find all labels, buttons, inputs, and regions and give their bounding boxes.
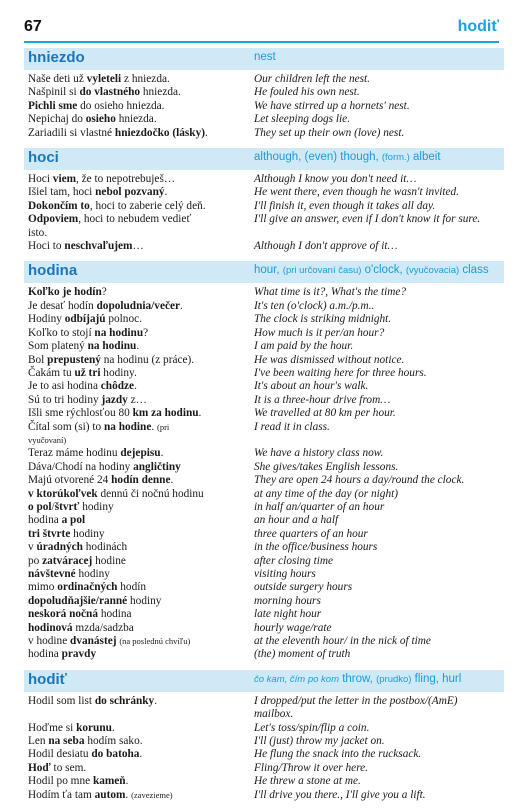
english-translation: at any time of the day (or night) — [254, 487, 399, 500]
example-row — [24, 354, 504, 367]
english-translation: morning hours — [254, 594, 321, 607]
gloss — [254, 673, 461, 685]
english-translation: We travelled at 80 km per hour. — [254, 407, 396, 420]
text: Koľko to stojí — [28, 326, 95, 339]
slovak-example — [24, 86, 254, 99]
text: Naše deti už — [28, 73, 87, 85]
bold-text: úradných — [36, 541, 83, 554]
slovak-example — [24, 555, 254, 568]
headword: hoci — [28, 149, 59, 167]
english-translation: We have stirred up a hornets' nest. — [254, 99, 410, 112]
slovak-example — [24, 380, 254, 393]
bold-text: dopoludňajšie/ranné — [28, 594, 128, 607]
bold-text: Odpoviem — [28, 213, 79, 226]
text: hodím sako. — [84, 735, 143, 748]
english-translation: He threw a stone at me. — [254, 775, 361, 788]
dictionary-entry — [24, 48, 504, 140]
text: class — [459, 264, 489, 277]
text: hodiny — [75, 568, 110, 580]
text: Čítal som (si) to — [28, 420, 104, 433]
example-row — [24, 227, 504, 240]
bold-text: tri štvrte — [28, 527, 71, 540]
bold-text: do schránky — [94, 694, 155, 707]
bold-text: o pol — [28, 500, 52, 513]
english-translation: It's about an hour's walk. — [254, 380, 369, 393]
text: Majú otvorené 24 — [28, 474, 112, 487]
bold-text: pravdy — [61, 648, 97, 661]
text: o'clock, — [361, 264, 406, 277]
english-translation: (the) moment of truth — [254, 648, 351, 661]
example-row — [24, 735, 504, 748]
gloss — [254, 264, 489, 276]
slovak-example — [24, 461, 254, 474]
english-translation: What time is it?, What's the time? — [254, 286, 407, 299]
usage-note: (pri určovaní času) — [282, 265, 362, 277]
text: . — [125, 788, 132, 801]
dictionary-entries — [24, 48, 504, 810]
example-row — [24, 73, 504, 86]
bold-text: dvanástej — [70, 635, 117, 648]
english-translation: I'll give an answer, even if I don't know it for sure. — [254, 213, 481, 226]
slovak-example — [24, 127, 254, 140]
text: . — [164, 186, 168, 199]
text: Sú to tri hodiny — [28, 393, 102, 406]
entry-head — [24, 670, 504, 692]
english-translation: I read it in class. — [254, 420, 330, 433]
english-translation: They set up their own (love) nest. — [254, 126, 405, 139]
page-number: 67 — [24, 18, 42, 35]
slovak-example — [24, 488, 254, 501]
dictionary-entry — [24, 148, 504, 253]
text: . — [198, 407, 202, 420]
text: Hoci — [28, 173, 53, 186]
english-translation: They are open 24 hours a day/round the clock. — [254, 474, 465, 487]
slovak-example — [24, 541, 254, 554]
bold-text: už tri — [74, 366, 101, 379]
english-translation: Although I know you don't need it… — [254, 173, 417, 186]
bold-text: hniezdočko (lásky) — [114, 126, 205, 139]
english-translation: She gives/takes English lessons. — [254, 460, 399, 473]
text: , hoci to zaberie celý deň. — [89, 199, 206, 212]
text: po — [28, 554, 43, 567]
text: Nepichaj do — [28, 113, 86, 126]
slovak-example — [24, 340, 254, 353]
english-translation: Let sleeping dogs lie. — [254, 113, 351, 126]
english-translation: at the eleventh hour/ in the nick of time — [254, 635, 431, 648]
header-divider — [24, 41, 499, 43]
slovak-example — [24, 595, 254, 608]
english-translation: mailbox. — [254, 708, 294, 721]
text: v hodine — [28, 635, 71, 648]
text: … — [132, 240, 144, 253]
text: ? — [143, 326, 149, 339]
example-row — [24, 595, 504, 608]
slovak-example — [24, 474, 254, 487]
english-translation: in half an/quarter of an hour — [254, 500, 385, 513]
note-text: (na poslednú chvíľu) — [119, 636, 191, 647]
example-row — [24, 789, 504, 802]
bold-text: Hoď — [28, 761, 51, 774]
text: Bol — [28, 353, 48, 366]
slovak-example — [24, 635, 254, 648]
slovak-example — [24, 722, 254, 735]
slovak-example — [24, 213, 254, 226]
bold-text: Koľko je — [28, 286, 72, 299]
example-row — [24, 555, 504, 568]
slovak-example — [24, 608, 254, 621]
example-row — [24, 461, 504, 474]
bold-text: hodín — [74, 286, 102, 299]
text: hodina — [98, 608, 132, 621]
example-row — [24, 748, 504, 761]
example-row — [24, 528, 504, 541]
slovak-example — [24, 286, 254, 299]
bold-text: Pichli sme — [28, 99, 78, 112]
slovak-example — [24, 708, 254, 721]
bold-text: na hodinu — [94, 326, 144, 339]
usage-note: (form.) — [381, 152, 410, 164]
text: hodina — [28, 648, 62, 661]
bold-text: dejepisu — [120, 447, 161, 460]
slovak-example — [24, 568, 254, 581]
example-row — [24, 340, 504, 353]
slovak-example — [24, 100, 254, 113]
english-translation: It's ten (o'clock) a.m./p.m.. — [254, 299, 375, 312]
bold-text: Dokončím to — [28, 199, 90, 212]
bold-text: angličtiny — [133, 460, 181, 473]
example-row — [24, 648, 504, 661]
bold-text: jazdy — [101, 393, 128, 406]
bold-text: v ktorúkoľvek — [28, 487, 98, 500]
text: . — [160, 447, 164, 460]
example-row — [24, 434, 504, 447]
usage-note: čo kam, čím po kom — [254, 673, 339, 685]
example-row — [24, 568, 504, 581]
text: z… — [127, 393, 147, 406]
example-row — [24, 608, 504, 621]
bold-text: zatváracej — [42, 554, 93, 567]
slovak-example — [24, 354, 254, 367]
text: isto. — [28, 226, 48, 239]
english-translation: I've been waiting here for three hours. — [254, 366, 427, 379]
example-row — [24, 708, 504, 721]
example-row — [24, 474, 504, 487]
text: throw, — [339, 672, 377, 685]
text: Teraz máme hodinu — [28, 447, 121, 460]
text: to sem. — [50, 761, 87, 774]
text: hodín — [117, 581, 147, 594]
text: , že to nepotrebuješ… — [76, 173, 176, 186]
text: . — [134, 380, 137, 393]
english-translation: We have a history class now. — [254, 447, 384, 460]
slovak-example — [24, 407, 254, 420]
slovak-example — [24, 173, 254, 186]
english-translation: Fling/Throw it over here. — [254, 761, 369, 774]
slovak-example — [24, 434, 254, 447]
english-translation: I'll drive you there., I'll give you a lift. — [254, 788, 426, 801]
gloss — [254, 151, 441, 163]
bold-text: neschvaľujem — [64, 240, 133, 253]
text: , hoci to nebudem vedieť — [78, 213, 192, 226]
headword: hniezdo — [28, 49, 85, 66]
text: hodiny — [127, 594, 162, 607]
text: ? — [101, 286, 107, 299]
text: hniezda. — [140, 86, 181, 99]
english-translation — [254, 227, 504, 240]
bold-text: nebol pozvaný — [95, 186, 165, 199]
slovak-example — [24, 514, 254, 527]
text: Čakám tu — [28, 366, 75, 379]
example-row — [24, 300, 504, 313]
example-row — [24, 447, 504, 460]
english-translation — [254, 434, 504, 447]
text: Som platený — [28, 340, 88, 353]
example-row — [24, 775, 504, 788]
bold-text: hodinová — [28, 621, 73, 634]
slovak-example — [24, 367, 254, 380]
example-row — [24, 380, 504, 393]
example-row — [24, 213, 504, 226]
text: hodina — [28, 514, 62, 527]
slovak-example — [24, 447, 254, 460]
text: na hodinu (z práce). — [100, 353, 195, 366]
bold-text: korunu — [76, 721, 112, 734]
bold-text: osieho — [85, 113, 116, 126]
example-row — [24, 421, 504, 434]
slovak-example — [24, 648, 254, 661]
bold-text: návštevné — [28, 568, 76, 580]
english-translation: visiting hours — [254, 568, 316, 580]
entry-head — [24, 48, 504, 70]
text: Je desať hodín — [28, 299, 97, 312]
example-row — [24, 186, 504, 199]
bold-text: na hodinu — [87, 340, 137, 353]
text: hodine — [92, 554, 126, 567]
english-translation: He went there, even though he wasn't invited. — [254, 186, 459, 199]
text: do osieho hniezda. — [77, 99, 165, 112]
text: Hodím ťa tam — [28, 788, 95, 801]
slovak-example — [24, 421, 254, 434]
slovak-example — [24, 775, 254, 788]
bold-text: kameň — [92, 775, 126, 788]
example-row — [24, 127, 504, 140]
text: Hodiny — [28, 313, 65, 326]
example-row — [24, 501, 504, 514]
example-row — [24, 240, 504, 253]
bold-text: hodín denne — [111, 474, 171, 487]
text: . — [170, 474, 174, 487]
bold-text: chôdze — [100, 380, 135, 393]
note-text: vyučovaní) — [28, 434, 67, 445]
example-row — [24, 762, 504, 775]
example-row — [24, 622, 504, 635]
english-translation: hourly wage/rate — [254, 621, 332, 634]
example-row — [24, 286, 504, 299]
example-row — [24, 407, 504, 420]
bold-text: ordinačných — [57, 581, 118, 594]
usage-note: (vyučovacia) — [405, 265, 460, 277]
example-row — [24, 200, 504, 213]
text: hodiny. — [100, 366, 137, 379]
english-translation: late night hour — [254, 608, 322, 621]
slovak-example — [24, 762, 254, 775]
text: mzda/sadzba — [72, 621, 134, 634]
slovak-example — [24, 581, 254, 594]
gloss: nest — [254, 51, 276, 63]
english-translation: How much is it per/an hour? — [254, 326, 385, 339]
dictionary-entry — [24, 261, 504, 661]
slovak-example — [24, 227, 254, 240]
english-translation: three quarters of an hour — [254, 527, 368, 540]
text: mimo — [28, 581, 58, 594]
bold-text: do vlastného — [79, 86, 141, 99]
english-translation: I am paid by the hour. — [254, 340, 354, 353]
bold-text: na seba — [48, 735, 85, 748]
example-row — [24, 327, 504, 340]
english-translation: I'll finish it, even though it takes all day. — [254, 199, 436, 212]
text: hodiny — [70, 527, 105, 540]
text: . — [125, 775, 129, 788]
text: Je to asi hodina — [28, 380, 101, 393]
text: Išli sme rýchlosťou 80 — [28, 407, 133, 420]
bold-text: štvrť — [54, 500, 80, 513]
english-translation: He fouled his own nest. — [254, 86, 360, 99]
bold-text: do batoha — [91, 748, 140, 761]
english-translation: I'll (just) throw my jacket on. — [254, 735, 385, 748]
bold-text: km za hodinu — [132, 407, 199, 420]
english-translation: Although I don't approve of it… — [254, 240, 398, 253]
entry-head — [24, 148, 504, 170]
example-row — [24, 173, 504, 186]
bold-text: viem — [52, 173, 77, 186]
slovak-example — [24, 622, 254, 635]
text: Hoďme si — [28, 721, 77, 734]
text: z hniezda. — [121, 73, 170, 85]
slovak-example — [24, 394, 254, 407]
text: . — [111, 721, 115, 734]
text: fling, hurl — [411, 672, 462, 685]
text: hodinách — [82, 541, 128, 554]
text: . — [154, 694, 158, 707]
note-text: (zavezieme) — [131, 789, 173, 800]
example-row — [24, 313, 504, 326]
bold-text: prepustený — [47, 353, 101, 366]
headword: hodiť — [28, 670, 67, 688]
english-translation: The clock is striking midnight. — [254, 313, 392, 326]
example-row — [24, 100, 504, 113]
english-translation: I dropped/put the letter in the postbox/(AmE) — [254, 694, 458, 707]
text: / — [51, 500, 55, 513]
text: v — [28, 541, 37, 554]
bold-text: a pol — [61, 514, 86, 527]
example-row — [24, 367, 504, 380]
example-row — [24, 394, 504, 407]
example-row — [24, 113, 504, 126]
slovak-example — [24, 735, 254, 748]
english-translation: He flung the snack into the rucksack. — [254, 748, 422, 761]
text: . — [151, 420, 158, 433]
slovak-example — [24, 240, 254, 253]
slovak-example — [24, 748, 254, 761]
note-text: (pri — [157, 421, 170, 432]
example-row — [24, 635, 504, 648]
bold-text: vyleteli — [86, 73, 122, 85]
example-row — [24, 86, 504, 99]
slovak-example — [24, 73, 254, 86]
bold-text: dopoludnia/večer — [96, 299, 180, 312]
text: polnoc. — [105, 313, 142, 326]
example-row — [24, 581, 504, 594]
bold-text: odbíjajú — [64, 313, 106, 326]
slovak-example — [24, 695, 254, 708]
text: albeit — [409, 151, 441, 164]
example-row — [24, 541, 504, 554]
text: Hoci to — [28, 240, 65, 253]
slovak-example — [24, 300, 254, 313]
text: Len — [28, 735, 49, 748]
english-translation: Let's toss/spin/flip a coin. — [254, 721, 370, 734]
text: Hodil som list — [28, 694, 95, 707]
slovak-example — [24, 186, 254, 199]
headword: hodina — [28, 262, 78, 280]
slovak-example — [24, 113, 254, 126]
text: . — [204, 126, 208, 139]
running-head: hodiť — [457, 18, 499, 35]
bold-text: na hodine — [103, 420, 152, 433]
text: Hodil desiatu — [28, 748, 92, 761]
text: Hodil po mne — [28, 775, 93, 788]
text: although, (even) though, — [254, 151, 382, 164]
slovak-example — [24, 789, 254, 802]
usage-note: (prudko) — [376, 673, 412, 685]
slovak-example — [24, 327, 254, 340]
text: Išiel tam, hoci — [28, 186, 96, 199]
example-row — [24, 488, 504, 501]
text: hodiny — [79, 500, 114, 513]
text: hniezda. — [115, 113, 157, 126]
english-translation: outside surgery hours — [254, 581, 353, 594]
text: . — [136, 340, 140, 353]
text: dennú či nočnú hodinu — [97, 487, 204, 500]
english-translation: It is a three-hour drive from… — [254, 393, 391, 406]
slovak-example — [24, 200, 254, 213]
text: Dáva/Chodí na hodiny — [28, 460, 134, 473]
english-translation: Our children left the nest. — [254, 73, 370, 85]
text: . — [180, 299, 183, 312]
bold-text: autom — [94, 788, 126, 801]
slovak-example — [24, 528, 254, 541]
english-translation: an hour and a half — [254, 514, 339, 527]
entry-head — [24, 261, 504, 283]
english-translation: in the office/business hours — [254, 541, 378, 554]
bold-text: neskorá nočná — [28, 608, 98, 621]
example-row — [24, 514, 504, 527]
english-translation: He was dismissed without notice. — [254, 353, 405, 366]
text: Našpinil si — [28, 86, 80, 99]
page-header — [24, 18, 499, 40]
text: Zariadili si vlastné — [28, 126, 115, 139]
english-translation: after closing time — [254, 554, 334, 567]
slovak-example — [24, 313, 254, 326]
dictionary-entry — [24, 670, 504, 802]
text: . — [139, 748, 143, 761]
slovak-example — [24, 501, 254, 514]
text: hour, — [254, 264, 283, 277]
example-row — [24, 695, 504, 708]
example-row — [24, 722, 504, 735]
